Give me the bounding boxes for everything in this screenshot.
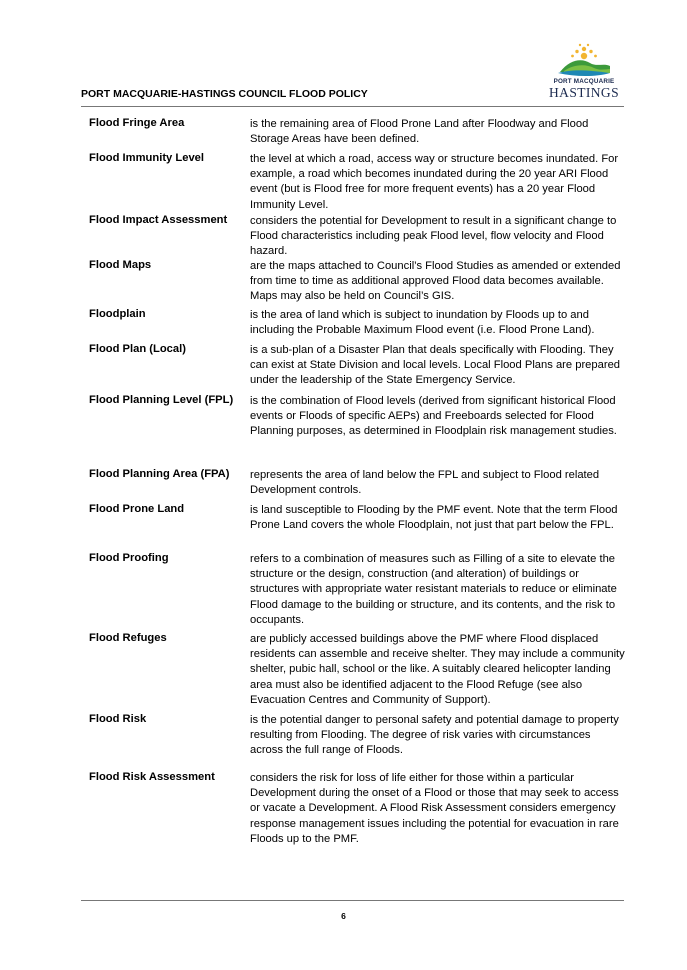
definition-term: Flood Risk (89, 713, 147, 725)
definition-term: Flood Planning Area (FPA) (89, 468, 230, 480)
definition-text: are publicly accessed buildings above the PMF where Flood displaced residents can assemble and receive shelter. They may include a community shelter, pubic hall, school or the like. A suitably cleared helicopter landing area must also be identified adjacent to the Flood Refuge (see also Evacuation Centres and Community of Support). (250, 633, 625, 706)
definition-term: Flood Refuges (89, 632, 167, 644)
definition-term: Flood Fringe Area (89, 117, 185, 129)
sun-and-hills-icon (546, 42, 622, 78)
header-divider (81, 106, 624, 107)
council-logo (546, 42, 622, 100)
page-number: 6 (341, 911, 346, 921)
definition-term: Flood Immunity Level (89, 152, 204, 164)
definition-term: Flood Planning Level (FPL) (89, 394, 234, 406)
definition-term: Flood Proofing (89, 552, 169, 564)
footer-divider (81, 900, 624, 901)
definition-term: Flood Impact Assessment (89, 214, 228, 226)
definition-term: Flood Plan (Local) (89, 343, 186, 355)
definition-text: the level at which a road, access way or structure becomes inundated. For example, a road which becomes inundated during the 20 year ARI Flood event (but is Flood free for more frequent events) has a 20 year Flood Immunity Level. (250, 153, 619, 211)
definition-text: are the maps attached to Council’s Flood Studies as amended or extended from time to time as additional approved Flood data becomes available. Maps may also be held on Council’s GIS. (250, 260, 621, 303)
definition-text: considers the risk for loss of life either for those within a particular Development during the onset of a Flood or those that may seek to access or vacate a Development. A Flood Risk Assessment considers emergency response management issues including the potential for evacuation in rare Floods up to the PMF. (250, 772, 619, 845)
definition-text: is the potential danger to personal safety and potential damage to property resulting from Flooding. The degree of risk varies with circumstances across the full range of Floods. (250, 714, 619, 757)
document-title: PORT MACQUARIE-HASTINGS COUNCIL FLOOD POLICY (81, 88, 368, 100)
definition-term: Flood Prone Land (89, 503, 185, 515)
definition-term: Flood Risk Assessment (89, 771, 215, 783)
definition-term: Flood Maps (89, 259, 152, 271)
definition-text: is the remaining area of Flood Prone Land after Floodway and Flood Storage Areas have been defined. (250, 118, 589, 146)
definition-text: is the combination of Flood levels (derived from significant historical Flood events or Floods of specific AEPs) and Freeboards selected for Flood Planning purposes, as determined in Floodplain risk management studies. (250, 395, 617, 438)
definition-term: Floodplain (89, 308, 146, 320)
definition-text: refers to a combination of measures such as Filling of a site to elevate the structure or the design, construction (and alteration) of buildings or structures with appropriate water resistant materials to reduce or eliminate Flood damage to the building or structure, and its contents, and the risk to occupants. (250, 553, 617, 626)
definition-text: represents the area of land below the FPL and subject to Flood related Development controls. (250, 469, 600, 497)
definition-text: is a sub-plan of a Disaster Plan that deals specifically with Flooding. They can exist at State Division and local levels. Local Flood Plans are prepared under the leadership of the State Emergency Service. (250, 344, 621, 387)
definition-text: is the area of land which is subject to inundation by Floods up to and including the Probable Maximum Flood event (i.e. Flood Prone Land). (250, 309, 595, 337)
logo-text-line1: PORT MACQUARIE (553, 78, 615, 85)
logo-text-line2: HASTINGS (549, 85, 619, 100)
definition-text: is land susceptible to Flooding by the PMF event. Note that the term Flood Prone Land covers the whole Floodplain, not just that part below the FPL. (250, 504, 618, 532)
definition-text: considers the potential for Development to result in a significant change to Flood characteristics including peak Flood level, flow velocity and Flood hazard. (250, 215, 617, 258)
